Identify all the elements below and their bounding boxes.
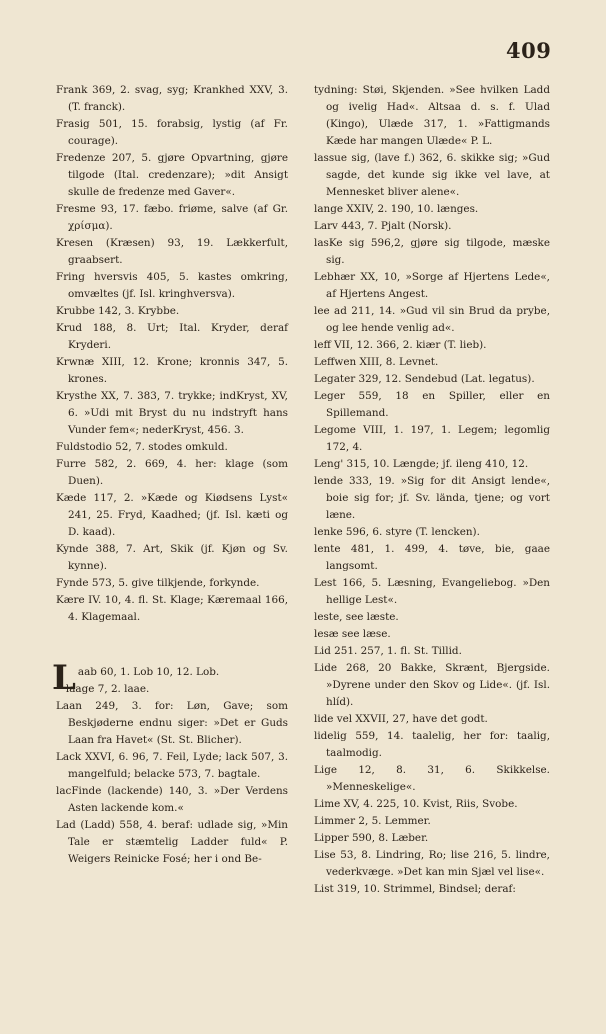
dictionary-entry: Lise 53, 8. Lindring, Ro; lise 216, 5. lindre, vederkvæge. »Det kan min Sjæl vel lise«. bbox=[314, 849, 550, 878]
dictionary-entry: Fuldstodio 52, 7. stodes omkuld. bbox=[56, 441, 228, 453]
dictionary-entry: Kære IV. 10, 4. fl. St. Klage; Kæremaal 166, 4. Klagemaal. bbox=[56, 594, 288, 623]
dictionary-entry: Limmer 2, 5. Lemmer. bbox=[314, 815, 431, 827]
section-gap bbox=[56, 626, 288, 664]
drop-cap-letter: L bbox=[52, 658, 76, 698]
dictionary-entry: lende 333, 19. »Sig for dit Ansigt lende«, boie sig for; jf. Sv. lända, tjene; og vort læne. bbox=[314, 475, 550, 521]
dictionary-entry: Kynde 388, 7. Art, Skik (jf. Kjøn og Sv. kynne). bbox=[56, 543, 288, 572]
dictionary-entry: lee ad 211, 14. »Gud vil sin Brud da prybe, og lee hende venlig ad«. bbox=[314, 305, 550, 334]
dictionary-entry: Krubbe 142, 3. Krybbe. bbox=[56, 305, 180, 317]
dictionary-entry: Lest 166, 5. Læsning, Evangeliebog. »Den hellige Lest«. bbox=[314, 577, 550, 606]
dictionary-entry: Leng' 315, 10. Længde; jf. ileng 410, 12. bbox=[314, 458, 529, 470]
dictionary-entry: lassue sig, (lave f.) 362, 6. skikke sig; »Gud sagde, det kunde sig ikke vel lave, at Mennesket bliver alene«. bbox=[314, 152, 550, 198]
dictionary-entry: tydning: Støi, Skjenden. »See hvilken Ladd og ivelig Had«. Altsaa d. s. f. Ulad (Kingo), Ulæde 317, 1. »Fattigmands Kæde har mangen Ulæde« P. L. bbox=[314, 84, 550, 147]
dictionary-entry: Legater 329, 12. Sendebud (Lat. legatus). bbox=[314, 373, 535, 385]
dictionary-entry: Fynde 573, 5. give tilkjende, forkynde. bbox=[56, 577, 260, 589]
entry-text: aab 60, 1. Lob 10, 12. Lob. bbox=[77, 666, 220, 678]
right-column bbox=[314, 82, 550, 898]
dictionary-entry: lasKe sig 596,2, gjøre sig tilgode, mæske sig. bbox=[314, 237, 550, 266]
dictionary-entry: lente 481, 1. 499, 4. tøve, bie, gaae langsomt. bbox=[314, 543, 550, 572]
dictionary-entry: laage 7, 2. laae. bbox=[65, 683, 150, 695]
dictionary-entry: leste, see læste. bbox=[314, 611, 399, 623]
dictionary-entry: List 319, 10. Strimmel, Bindsel; deraf: bbox=[314, 883, 516, 895]
dictionary-entry: Frank 369, 2. svag, syg; Krankhed XXV, 3. (T. franck). bbox=[56, 84, 288, 113]
dictionary-entry: lenke 596, 6. styre (T. lencken). bbox=[314, 526, 480, 538]
dictionary-entry: Kresen (Kræsen) 93, 19. Lækkerfult, graabsert. bbox=[56, 237, 288, 266]
dictionary-entry: Lime XV, 4. 225, 10. Kvist, Riis, Svobe. bbox=[314, 798, 518, 810]
dictionary-entry: Krud 188, 8. Urt; Ital. Kryder, deraf Kryderi. bbox=[56, 322, 288, 351]
dictionary-entry: Furre 582, 2. 669, 4. her: klage (som Duen). bbox=[56, 458, 288, 487]
dictionary-entry: Krwnæ XIII, 12. Krone; kronnis 347, 5. krones. bbox=[56, 356, 288, 385]
dictionary-entry: lesæ see læse. bbox=[314, 628, 391, 640]
dictionary-entry: Lebhær XX, 10, »Sorge af Hjertens Lede«, af Hjertens Angest. bbox=[314, 271, 550, 300]
dictionary-entry: Laan 249, 3. for: Løn, Gave; som Beskjøderne endnu siger: »Det er Guds Laan fra Havet« (St. St. Blicher). bbox=[56, 700, 288, 746]
dictionary-entry: Fring hversvis 405, 5. kastes omkring, omvæltes (jf. Isl. kringhversva). bbox=[56, 271, 288, 300]
dictionary-entry: Lad (Ladd) 558, 4. beraf: udlade sig, »Min Tale er stæmtelig Ladder fuld« P. Weigers Reinicke Fosé; her i ond Be- bbox=[56, 819, 288, 865]
dictionary-entry: lidelig 559, 14. taalelig, her for: taalig, taalmodig. bbox=[314, 730, 550, 759]
left-column bbox=[52, 82, 288, 868]
dictionary-entry: leff VII, 12. 366, 2. kiær (T. lieb). bbox=[314, 339, 487, 351]
dictionary-entry: Krysthe XX, 7. 383, 7. trykke; indKryst, XV, 6. »Udi mit Bryst du nu indstryft hans Vunder fem«; nederKryst, 456. 3. bbox=[56, 390, 288, 436]
dictionary-entry: lide vel XXVII, 27, have det godt. bbox=[314, 713, 488, 725]
dictionary-entry: Kæde 117, 2. »Kæde og Kiødsens Lyst« 241, 25. Fryd, Kaadhed; (jf. Isl. kæti og D. kaad). bbox=[56, 492, 288, 538]
page-number: 409 bbox=[506, 38, 552, 63]
dictionary-entry: Lide 268, 20 Bakke, Skrænt, Bjergside. »Dyrene under den Skov og Lide«. (jf. Isl. hlíd). bbox=[314, 662, 550, 708]
dictionary-entry: Frasig 501, 15. forabsig, lystig (af Fr. courage). bbox=[56, 118, 288, 147]
dictionary-entry: Legome VIII, 1. 197, 1. Legem; legomlig 172, 4. bbox=[314, 424, 550, 453]
dictionary-entry: Lipper 590, 8. Læber. bbox=[314, 832, 429, 844]
dictionary-entry: Larv 443, 7. Pjalt (Norsk). bbox=[314, 220, 452, 232]
dictionary-entry: lange XXIV, 2. 190, 10. længes. bbox=[314, 203, 479, 215]
dictionary-entry: Lid 251. 257, 1. fl. St. Tillid. bbox=[314, 645, 462, 657]
dictionary-entry: Fredenze 207, 5. gjøre Opvartning, gjøre tilgode (Ital. credenzare); »dit Ansigt skulle de fredenze med Gaver«. bbox=[56, 152, 288, 198]
dictionary-entry: lacFinde (lackende) 140, 3. »Der Verdens Asten lackende kom.« bbox=[56, 785, 288, 814]
dictionary-entry: Lige 12, 8. 31, 6. Skikkelse. »Menneskelige«. bbox=[314, 764, 550, 793]
dictionary-entry: Fresme 93, 17. fæbo. friøme, salve (af Gr. χρίσμα). bbox=[56, 203, 288, 232]
dictionary-entry: Lack XXVI, 6. 96, 7. Feil, Lyde; lack 507, 3. mangelfuld; belacke 573, 7. bagtale. bbox=[56, 751, 288, 780]
dictionary-entry: Leger 559, 18 en Spiller, eller en Spillemand. bbox=[314, 390, 550, 419]
dictionary-entry: Leffwen XIII, 8. Levnet. bbox=[314, 356, 439, 368]
